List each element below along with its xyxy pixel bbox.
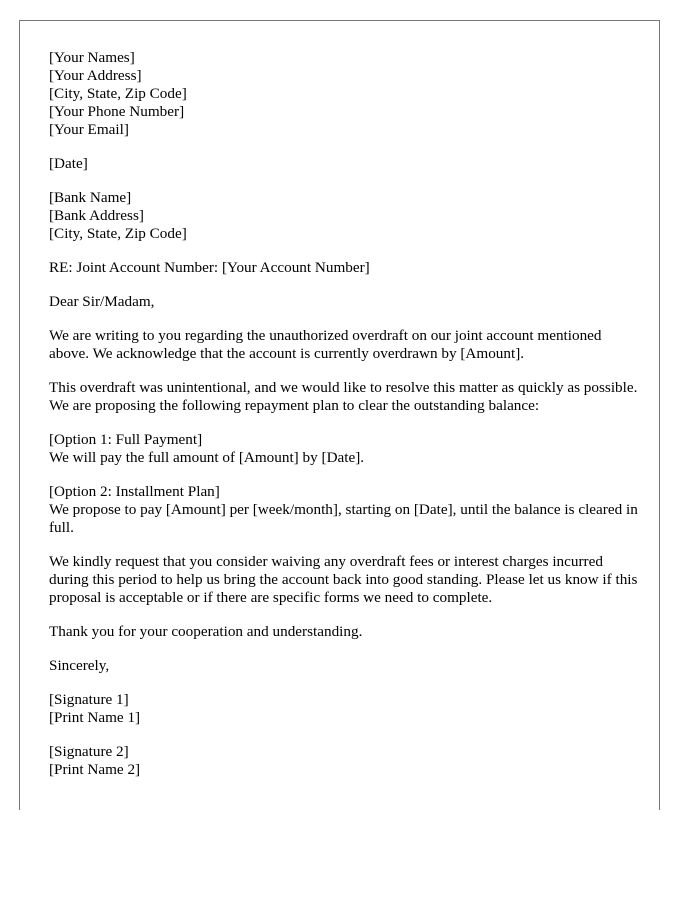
signature-2: [Signature 2]: [49, 743, 129, 760]
signature-1-block: [49, 691, 639, 727]
sender-names: [Your Names]: [49, 49, 135, 66]
sender-address-block: [49, 49, 639, 139]
option-2-text: We propose to pay [Amount] per [week/month], starting on [Date], until the balance is cleared in full.: [49, 501, 638, 536]
reference-line-block: [49, 259, 639, 277]
letter-date: [Date]: [49, 155, 88, 172]
recipient-address-block: [49, 189, 639, 243]
body-paragraph-1: We are writing to you regarding the unauthorized overdraft on our joint account mentioned above. We acknowledge that the account is currently overdrawn by [Amount].: [49, 327, 602, 362]
request-paragraph: We kindly request that you consider waiving any overdraft fees or interest charges incurred during this period to help us bring the account back into good standing. Please let us know if this proposal is acceptable or if there are specific forms we need to complete.: [49, 553, 638, 606]
option-2-title: [Option 2: Installment Plan]: [49, 483, 220, 500]
option-2-block: [49, 483, 639, 537]
closing: Sincerely,: [49, 657, 110, 674]
print-name-2: [Print Name 2]: [49, 761, 141, 778]
bank-city-state-zip: [City, State, Zip Code]: [49, 225, 187, 242]
letter-page: [19, 20, 660, 810]
date-block: [49, 155, 639, 173]
salutation: Dear Sir/Madam,: [49, 293, 155, 310]
reference-line: RE: Joint Account Number: [Your Account Number]: [49, 259, 370, 276]
sender-phone: [Your Phone Number]: [49, 103, 185, 120]
thanks-paragraph: Thank you for your cooperation and understanding.: [49, 623, 363, 640]
sender-email: [Your Email]: [49, 121, 129, 138]
option-1-block: [49, 431, 639, 467]
sender-address: [Your Address]: [49, 67, 142, 84]
option-1-title: [Option 1: Full Payment]: [49, 431, 203, 448]
signature-2-block: [49, 743, 639, 779]
sender-city-state-zip: [City, State, Zip Code]: [49, 85, 187, 102]
letter-content: [49, 49, 639, 795]
signature-1: [Signature 1]: [49, 691, 129, 708]
print-name-1: [Print Name 1]: [49, 709, 141, 726]
bank-address: [Bank Address]: [49, 207, 144, 224]
bank-name: [Bank Name]: [49, 189, 132, 206]
body-paragraph-2: This overdraft was unintentional, and we would like to resolve this matter as quickly as possible. We are proposing the following repayment plan to clear the outstanding balance:: [49, 379, 638, 414]
option-1-text: We will pay the full amount of [Amount] by [Date].: [49, 449, 365, 466]
salutation-block: [49, 293, 639, 311]
closing-block: [49, 657, 639, 675]
